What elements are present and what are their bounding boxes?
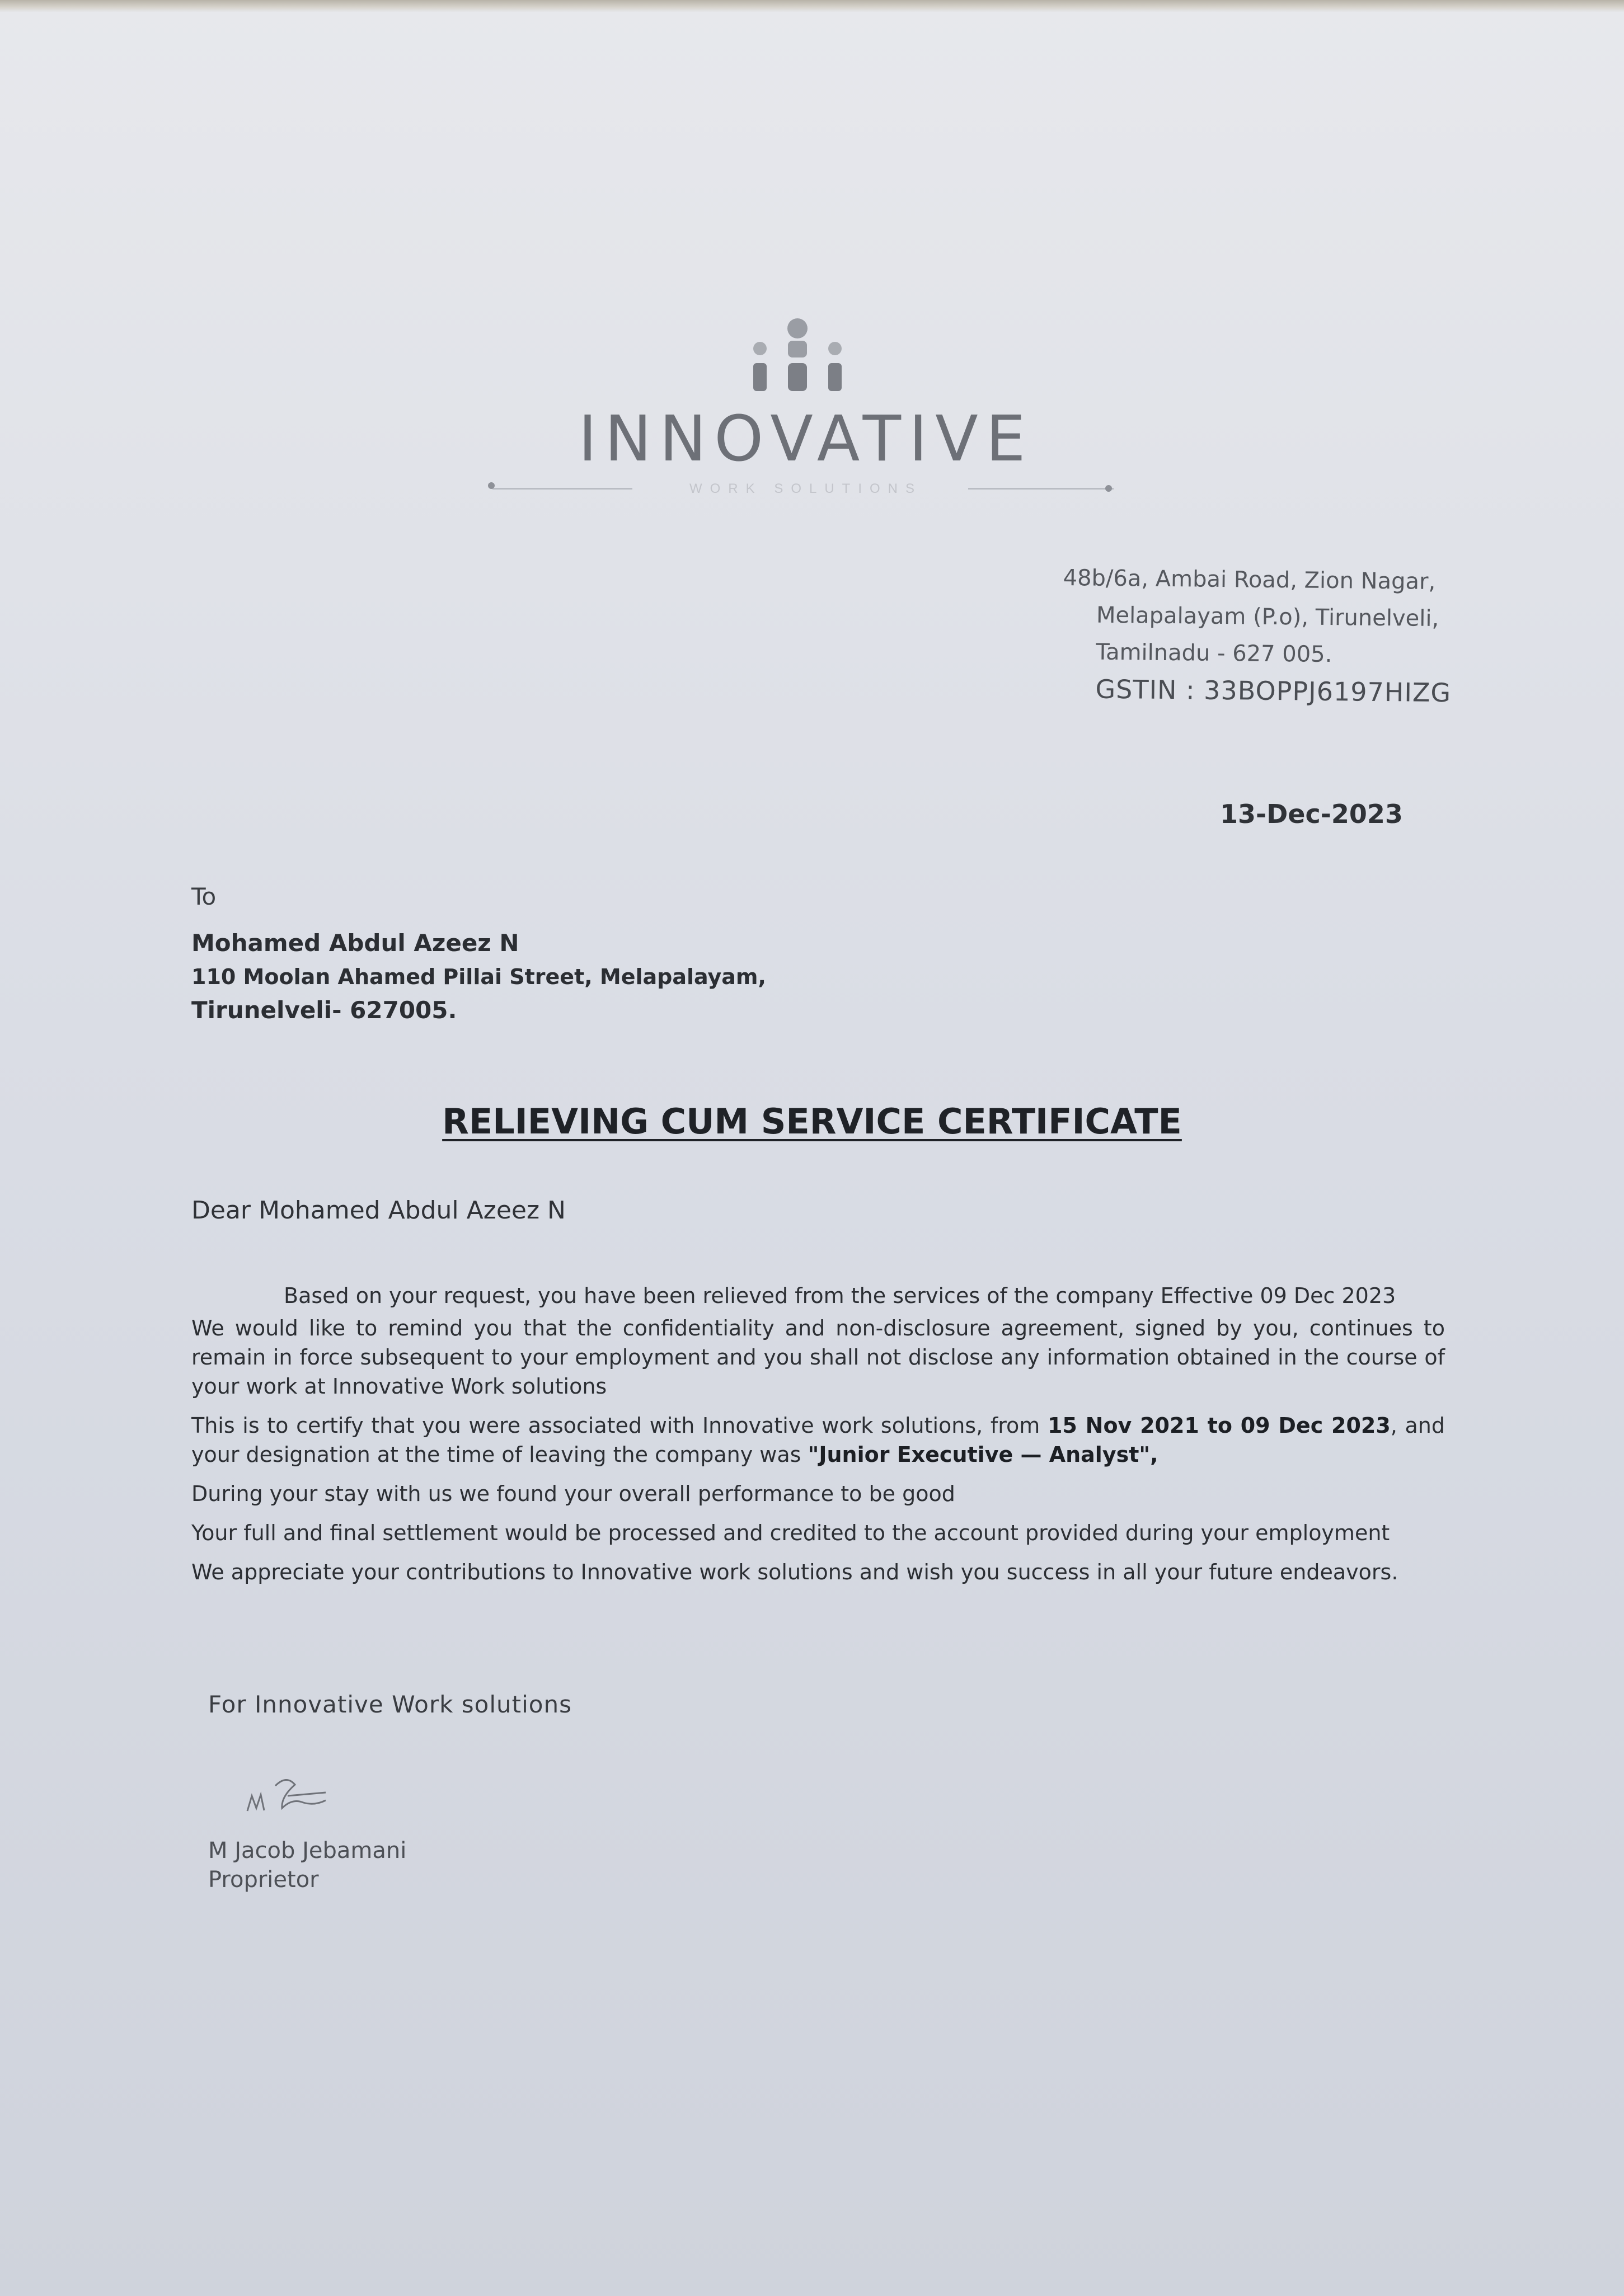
letter-date: 13-Dec-2023 <box>1220 799 1403 829</box>
address-line-2: Melapalayam (P.o), Tirunelveli, <box>1096 602 1439 632</box>
recipient-name: Mohamed Abdul Azeez N <box>191 929 519 957</box>
salutation: Dear Mohamed Abdul Azeez N <box>191 1196 566 1225</box>
certify-text-a: This is to certify that you were associated with Innovative work solutions, from <box>191 1413 1048 1438</box>
certificate-title-wrap <box>0 1101 1624 1142</box>
signatory-details <box>208 1836 544 1894</box>
address-line-1: 48b/6a, Ambai Road, Zion Nagar, <box>1063 564 1436 595</box>
letter-body <box>191 1281 1445 1597</box>
logo-tagline: WORK SOLUTIONS <box>689 481 923 496</box>
signatory-designation: Proprietor <box>208 1867 319 1893</box>
logo-wordmark: INNOVATIVE <box>578 403 1034 476</box>
company-logo <box>481 310 1130 501</box>
logo-divider-right <box>968 488 1114 490</box>
body-paragraph-certify <box>191 1411 1445 1469</box>
to-label: To <box>191 883 217 910</box>
recipient-block <box>191 883 863 1027</box>
body-paragraph-relieved: Based on your request, you have been relieved from the services of the company Effective 09 Dec 2023 <box>284 1283 1396 1308</box>
company-address <box>1062 559 1567 712</box>
signoff-block <box>208 1691 712 1893</box>
body-paragraph-performance: During your stay with us we found your overall performance to be good <box>191 1481 955 1506</box>
body-paragraph-settlement: Your full and final settlement would be processed and credited to the account provided during your employment <box>191 1521 1390 1545</box>
logo-dot-right <box>1105 485 1112 492</box>
signoff-for-line: For Innovative Work solutions <box>208 1691 572 1718</box>
gstin: GSTIN : 33BOPPJ6197HIZG <box>1095 674 1452 708</box>
certificate-title: RELIEVING CUM SERVICE CERTIFICATE <box>442 1101 1182 1142</box>
body-paragraph-confidentiality: We would like to remind you that the confidentiality and non-disclosure agreement, signed by you, continues to remain in force subsequent to your employment and you shall not disclose any information obtained in the course of your work at Innovative Work solutions <box>191 1316 1445 1399</box>
signatory-name: M Jacob Jebamani <box>208 1838 407 1864</box>
certify-text-b: , and your designation at the time of leaving the company was <box>191 1413 1445 1467</box>
body-paragraph-appreciation: We appreciate your contributions to Innovative work solutions and wish you success in all your future endeavors. <box>191 1560 1398 1584</box>
paper-edge <box>0 0 1624 12</box>
employment-period: 15 Nov 2021 to 09 Dec 2023 <box>1047 1413 1391 1438</box>
address-line-3: Tamilnadu - 627 005. <box>1096 639 1332 668</box>
people-logo-icon <box>744 316 851 400</box>
designation: "Junior Executive — Analyst", <box>808 1442 1158 1467</box>
recipient-city: Tirunelveli- 627005. <box>191 996 457 1024</box>
handwritten-signature <box>242 1763 354 1825</box>
recipient-street: 110 Moolan Ahamed Pillai Street, Melapalayam, <box>191 964 766 989</box>
